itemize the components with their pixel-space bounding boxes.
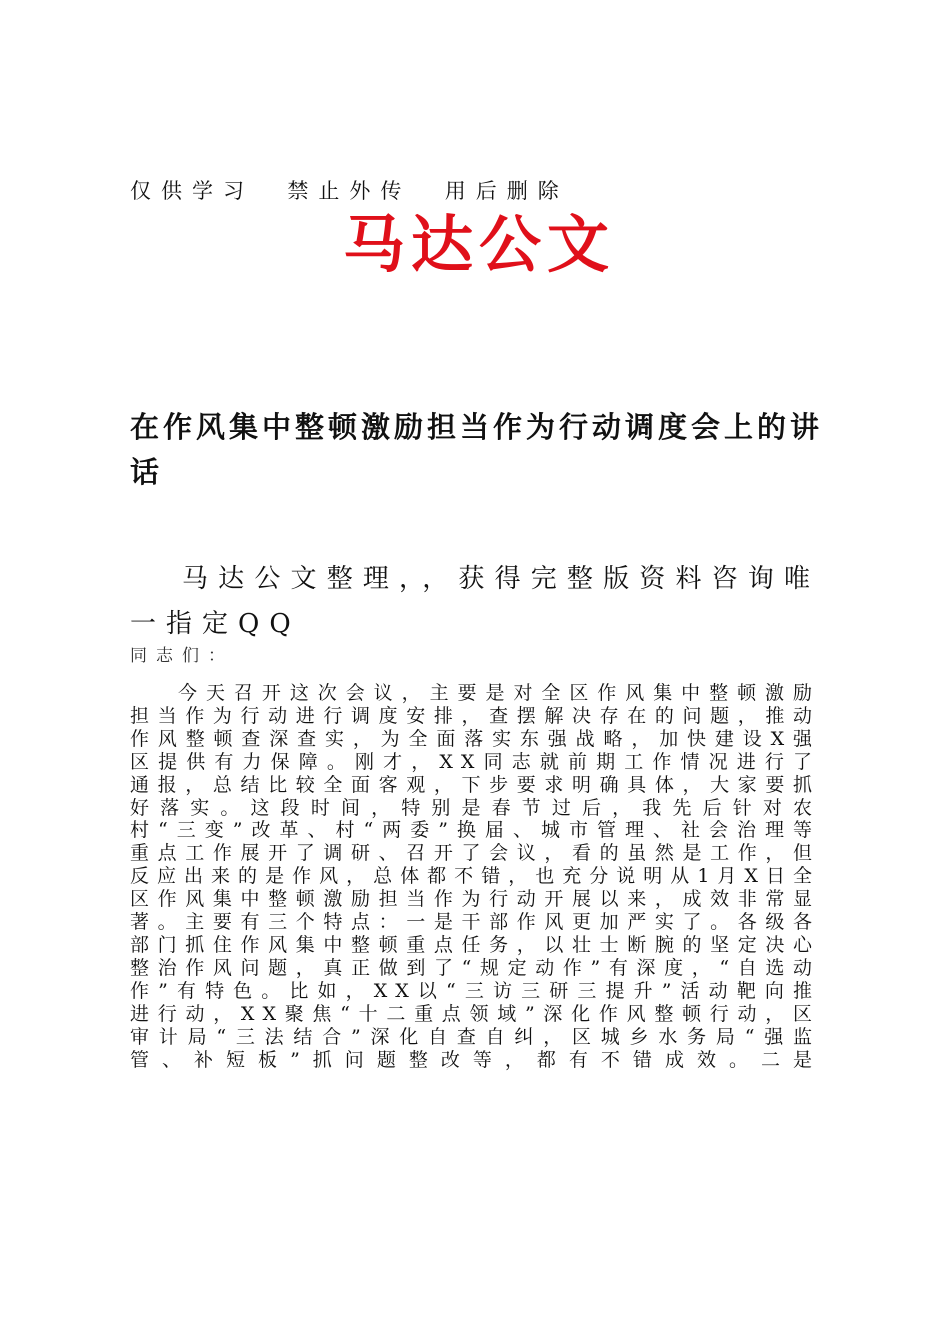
brand-title: 马达公文: [343, 208, 616, 281]
body-paragraph: 今天召开这次会议，主要是对全区作风集中整顿激励担当作为行动进行调度安排，查摆解决存在的问题，推动作风整顿查深查实，为全面落实东强战略，加快建设X强区提供有力保障。刚才，XX同志就前期工作情况进行了通报，总结比较全面客观，下步要求明确具体，大家要抓好落实。这段时间，特别是春节过后，我先后针对农村“三变”改革、村“两委”换届、城市管理、社会治理等重点工作展开了调研、召开了会议，看的虽然是工作，但反应出来的是作风，总体都不错，也充分说明从1月X日全区作风集中整顿激励担当作为行动开展以来，成效非常显著。主要有三个特点：一是干部作风更加严实了。各级各部门抓住作风集中整顿重点任务，以壮士断腕的坚定决心整治作风问题，真正做到了“规定动作”有深度，“自选动作”有特色。比如，XX以“三访三研三提升”活动靶向推进行动，XX聚焦“十二重点领域”深化作风整顿行动，区审计局“三法结合”深化自查自纠，区城乡水务局“强监管、补短板”抓问题整改等，都有不错成效。二是: [130, 682, 820, 1071]
document-title: 在作风集中整顿激励担当作为行动调度会上的讲话: [130, 410, 824, 489]
usage-notice: 仅供学习 禁止外传 用后删除: [130, 179, 569, 203]
salutation: 同志们：: [130, 646, 234, 666]
contact-line: 马达公文整理，，获得完整版资料咨询唯一指定QQ: [130, 564, 820, 639]
